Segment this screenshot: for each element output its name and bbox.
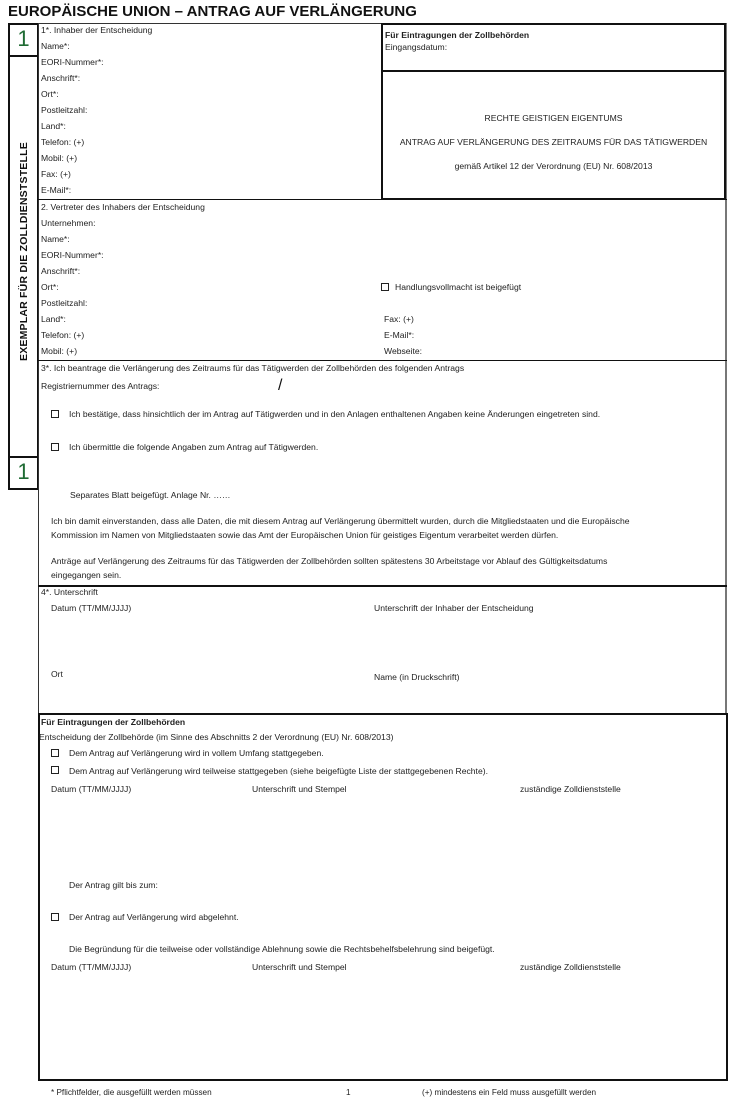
copy-number-top: 1 — [17, 26, 30, 51]
section4-heading: 4*. Unterschrift — [41, 587, 98, 597]
rep-postcode-label: Postleitzahl: — [41, 298, 88, 308]
section3-heading: 3*. Ich beantrage die Verlängerung des Zeitraums für das Tätigwerden der Zollbehörden des folgenden Antrags — [41, 363, 465, 373]
rep-country-label: Land*: — [41, 314, 66, 324]
document-title: EUROPÄISCHE UNION – ANTRAG AUF VERLÄNGERUNG — [8, 3, 417, 20]
holder-city-label: Ort*: — [41, 89, 59, 99]
separate-sheet-label: Separates Blatt beigefügt. Anlage Nr. …… — [70, 490, 231, 500]
rep-eori-label: EORI-Nummer*: — [41, 250, 104, 260]
no-changes-checkbox[interactable] — [51, 410, 59, 418]
rep-city-label: Ort*: — [41, 282, 59, 292]
grant-partial-label: Dem Antrag auf Verlängerung wird teilweise stattgegeben (siehe beigefügte Liste der stattgegebenen Rechte). — [69, 766, 488, 776]
customs-decision-label: Entscheidung der Zollbehörde (im Sinne des Abschnitts 2 der Verordnung (EU) Nr. 608/2013) — [39, 732, 394, 742]
holder-eori-label: EORI-Nummer*: — [41, 57, 104, 67]
submit-info-checkbox[interactable] — [51, 443, 59, 451]
section-divider-3 — [38, 585, 727, 587]
submit-info-label: Ich übermittle die folgende Angaben zum Antrag auf Tätigwerden. — [69, 442, 319, 452]
holder-mobile-label: Mobil: (+) — [41, 153, 78, 163]
power-of-attorney-label: Handlungsvollmacht ist beigefügt — [395, 282, 522, 292]
holder-fax-label: Fax: (+) — [41, 169, 71, 179]
holder-phone-label: Telefon: (+) — [41, 137, 85, 147]
rejection-date-label: Datum (TT/MM/JJJJ) — [51, 962, 132, 972]
grant-partial-checkbox[interactable] — [51, 766, 59, 774]
holder-country-label: Land*: — [41, 121, 66, 131]
holder-email-label: E-Mail*: — [41, 185, 72, 195]
rejection-reason-note: Die Begründung für die teilweise oder vollständige Ablehnung sowie die Rechtsbehelfsbelehrung sind beigefügt. — [69, 944, 495, 954]
grant-full-label: Dem Antrag auf Verlängerung wird in vollem Umfang stattgegeben. — [69, 748, 324, 758]
rep-fax-label: Fax: (+) — [384, 314, 414, 324]
section-divider-2 — [38, 360, 727, 361]
deadline-text-line2: eingegangen sein. — [51, 570, 122, 580]
consent-text-line2: Kommission im Namen von Mitgliedstaaten sowie das Amt der Europäischen Union für geistiges Eigentum verarbeitet werden dürfen. — [51, 530, 559, 540]
form-title-box — [381, 70, 726, 200]
reject-checkbox[interactable] — [51, 913, 59, 921]
signature-date-label: Datum (TT/MM/JJJJ) — [51, 603, 132, 613]
form-title-line2: ANTRAG AUF VERLÄNGERUNG DES ZEITRAUMS FÜR DAS TÄTIGWERDEN — [399, 137, 708, 147]
side-vertical-label: EXEMPLAR FÜR DIE ZOLLDIENSTSTELLE — [18, 142, 30, 361]
registration-number-label: Registriernummer des Antrags: — [41, 381, 160, 391]
form-title-line3: gemäß Artikel 12 der Verordnung (EU) Nr. 608/2013 — [454, 161, 653, 171]
grant-full-checkbox[interactable] — [51, 749, 59, 757]
rep-phone-label: Telefon: (+) — [41, 330, 85, 340]
holder-signature-label: Unterschrift der Inhaber der Entscheidung — [374, 603, 534, 613]
rep-name-label: Name*: — [41, 234, 70, 244]
holder-postcode-label: Postleitzahl: — [41, 105, 88, 115]
rep-website-label: Webseite: — [384, 346, 423, 356]
decision-office-label: zuständige Zolldienststelle — [520, 784, 621, 794]
power-of-attorney-checkbox[interactable] — [381, 283, 389, 291]
page-number: 1 — [346, 1088, 351, 1097]
rep-mobile-label: Mobil: (+) — [41, 346, 78, 356]
received-date-label: Eingangsdatum: — [385, 42, 448, 52]
holder-address-label: Anschrift*: — [41, 73, 81, 83]
rep-company-label: Unternehmen: — [41, 218, 96, 228]
rejection-office-label: zuständige Zolldienststelle — [520, 962, 621, 972]
rep-email-label: E-Mail*: — [384, 330, 415, 340]
section-divider-1 — [38, 199, 727, 200]
no-changes-label: Ich bestätige, dass hinsichtlich der im Antrag auf Tätigwerden und in den Anlagen enthaltenen Angaben keine Änderungen eingetreten sind. — [69, 409, 601, 419]
section2-heading: 2. Vertreter des Inhabers der Entscheidung — [41, 202, 205, 212]
registration-number-separator: / — [278, 377, 283, 394]
customs-decision-heading: Für Eintragungen der Zollbehörden — [41, 717, 186, 727]
customs-entry-heading: Für Eintragungen der Zollbehörden — [385, 30, 530, 40]
valid-until-label: Der Antrag gilt bis zum: — [69, 880, 158, 890]
rejection-stamp-label: Unterschrift und Stempel — [252, 962, 347, 972]
section1-heading: 1*. Inhaber der Entscheidung — [41, 25, 153, 35]
form-title-line1: RECHTE GEISTIGEN EIGENTUMS — [484, 113, 623, 123]
printed-name-label: Name (in Druckschrift) — [374, 672, 460, 682]
decision-stamp-label: Unterschrift und Stempel — [252, 784, 347, 794]
copy-number-bottom: 1 — [17, 459, 30, 484]
signature-place-label: Ort — [51, 669, 63, 679]
consent-text-line1: Ich bin damit einverstanden, dass alle Daten, die mit diesem Antrag auf Verlängerung übermittelt wurden, durch die Mitgliedstaaten und die Europäische — [51, 516, 630, 526]
reject-label: Der Antrag auf Verlängerung wird abgelehnt. — [69, 912, 239, 922]
rep-address-label: Anschrift*: — [41, 266, 81, 276]
deadline-text-line1: Anträge auf Verlängerung des Zeitraums für das Tätigwerden der Zollbehörden sollten spätestens 30 Arbeitstage vor Ablauf des Gültigkeitsdatums — [51, 556, 608, 566]
optional-fields-note: (+) mindestens ein Feld muss ausgefüllt werden — [422, 1088, 597, 1097]
mandatory-fields-note: * Pflichtfelder, die ausgefüllt werden müssen — [51, 1088, 212, 1097]
holder-name-label: Name*: — [41, 41, 70, 51]
decision-date-label: Datum (TT/MM/JJJJ) — [51, 784, 132, 794]
